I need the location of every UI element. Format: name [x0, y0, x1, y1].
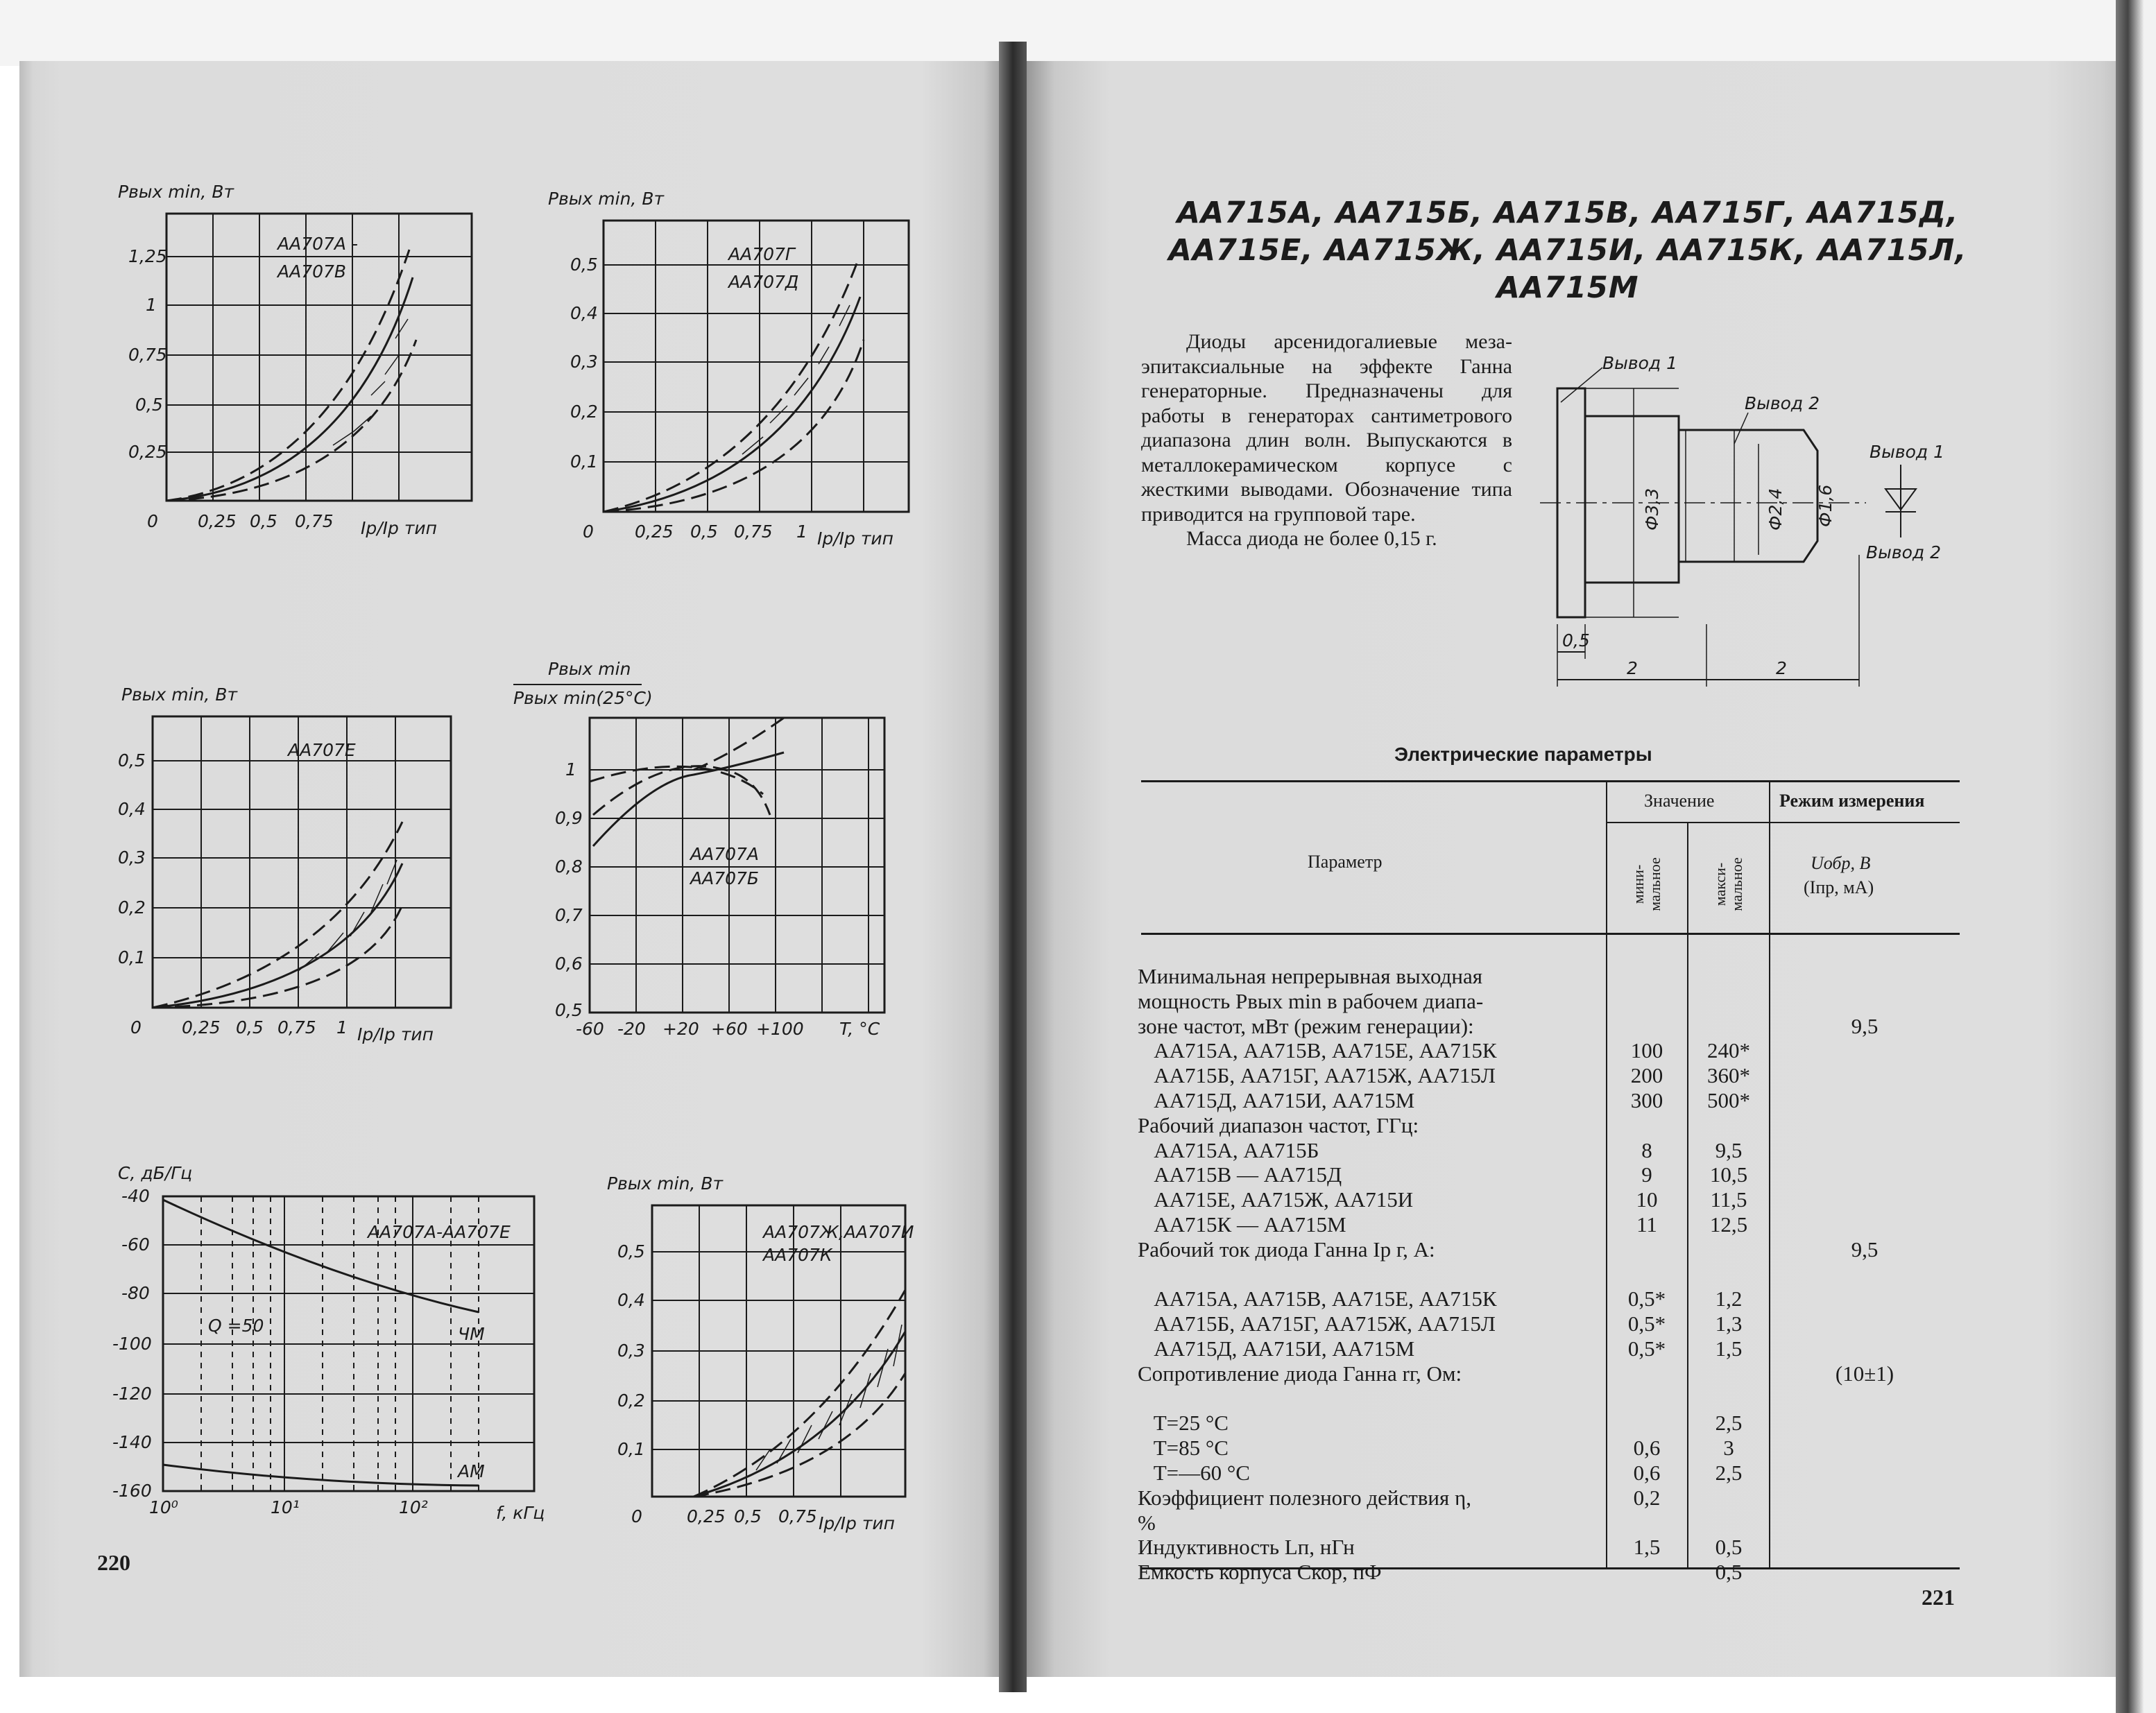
graph-aa707zh-aa707i-aa707k — [597, 1165, 930, 1553]
column-header-value: Значение — [1644, 791, 1715, 811]
table-heading: Электрические параметры — [1394, 743, 1652, 765]
curve-mid — [166, 277, 413, 501]
y-tick: -80 — [121, 1283, 150, 1303]
graph-grid — [166, 214, 472, 501]
table-cell-min: 11 — [1636, 1212, 1657, 1237]
graph-legend-line-1: АА707Ж,АА707И — [763, 1222, 914, 1242]
curve-upper — [604, 264, 857, 512]
lead2-leader — [1734, 413, 1748, 444]
graph-aa707a-aa707b-temperature — [506, 648, 923, 1051]
x-tick: 0 — [631, 1506, 642, 1526]
book-gutter — [999, 42, 1027, 1692]
table-row-parameter: АА715А, АА715Б — [1138, 1137, 1319, 1162]
x-tick: 0,75 — [295, 511, 334, 531]
graph-grid — [604, 221, 909, 512]
table-row-parameter: зоне частот, мВт (режим генерации): — [1138, 1013, 1474, 1038]
body-outline — [1585, 416, 1679, 583]
curve-am — [163, 1465, 479, 1486]
graph-grid — [590, 718, 884, 1013]
table-header-rule — [1141, 933, 1960, 935]
title-line-1: АА715А, АА715Б, АА715В, АА715Г, АА715Д, — [1177, 196, 1959, 230]
table-row-parameter: АА715В — АА715Д — [1138, 1162, 1342, 1187]
graph-legend-line-1: АА707Е — [288, 740, 356, 760]
table-row-parameter: АА715А, АА715В, АА715Е, АА715К — [1138, 1038, 1497, 1063]
y-tick: 0,5 — [617, 1241, 645, 1262]
y-tick: 0,3 — [570, 352, 598, 372]
symbol-lead-2-label: Вывод 2 — [1866, 542, 1942, 562]
table-cell-max: 10,5 — [1709, 1162, 1748, 1187]
y-tick: -140 — [112, 1432, 152, 1452]
graph-ylabel: Pвых min, Вт — [548, 189, 665, 209]
table-row-parameter: АА715Б, АА715Г, АА715Ж, АА715Л — [1138, 1063, 1496, 1088]
y-tick: 0,1 — [570, 451, 598, 472]
table-row-parameter: T=—60 °C — [1138, 1461, 1250, 1485]
table-row-parameter: мощность Pвых min в рабочем диапа- — [1138, 988, 1484, 1013]
curve-mid — [153, 863, 402, 1008]
x-axis-label: Iр/Iр тип — [361, 518, 438, 538]
graph-ylabel-denominator: Pвых min(25°С) — [513, 688, 653, 708]
x-axis-label: Iр/Iр тип — [357, 1024, 434, 1044]
graph-legend-line-1: АА707А-АА707Е — [368, 1222, 511, 1242]
table-cell-max: 500* — [1707, 1088, 1750, 1112]
curve-rising-dashed — [694, 718, 784, 770]
table-cell-mode: 9,5 — [1851, 1237, 1879, 1262]
left-dimension-label: 2 — [1627, 658, 1638, 678]
table-row-parameter: АА715Б, АА715Г, АА715Ж, АА715Л — [1138, 1311, 1496, 1336]
x-tick: +60 — [711, 1019, 748, 1039]
curve-hatch — [742, 305, 850, 454]
x-tick: -60 — [576, 1019, 604, 1039]
table-row-parameter: АА715К — АА715М — [1138, 1212, 1346, 1237]
title-line-3: АА715М — [1496, 270, 1639, 305]
table-cell-max: 1,3 — [1715, 1311, 1743, 1336]
graph-legend-line-2: АА707Б — [690, 868, 760, 888]
x-tick: 10² — [399, 1497, 428, 1517]
y-tick: 0,4 — [570, 303, 598, 323]
x-tick: +100 — [756, 1019, 804, 1039]
symbol-lead-1-label: Вывод 1 — [1870, 442, 1945, 462]
y-tick: -120 — [112, 1384, 152, 1404]
q-factor-label: Q =50 — [208, 1316, 264, 1336]
y-tick: 0,2 — [570, 402, 598, 422]
table-cell-max: 360* — [1707, 1063, 1750, 1088]
graph-aa707e — [111, 676, 486, 1051]
col-divider-2 — [1687, 822, 1688, 1567]
flange-dimension-label: 0,5 — [1562, 630, 1590, 651]
y-tick: 0,5 — [570, 255, 598, 275]
x-axis-label: Iр/Iр тип — [817, 528, 894, 549]
y-tick: 1 — [565, 759, 576, 780]
table-row-parameter: % — [1138, 1510, 1156, 1535]
x-tick: 0,25 — [182, 1017, 221, 1038]
x-tick: 0,25 — [198, 511, 237, 531]
table-row-parameter: Индуктивность Lп, нГн — [1138, 1535, 1355, 1560]
table-cell-min: 9 — [1641, 1162, 1652, 1187]
table-cell-max: 9,5 — [1715, 1137, 1743, 1162]
page-title — [1152, 194, 1984, 307]
x-tick: 0,75 — [778, 1506, 817, 1526]
table-cell-min: 0,2 — [1633, 1485, 1661, 1510]
table-cell-max: 3 — [1723, 1436, 1734, 1461]
y-tick: 0,1 — [118, 947, 146, 967]
table-cell-min: 100 — [1630, 1038, 1663, 1063]
curve-lower — [604, 340, 864, 512]
x-tick: 0,5 — [690, 522, 718, 542]
table-cell-max: 2,5 — [1715, 1461, 1743, 1485]
y-tick: 0,3 — [118, 847, 146, 868]
table-cell-max: 12,5 — [1709, 1212, 1748, 1237]
table-cell-min: 0,5* — [1627, 1311, 1666, 1336]
y-tick: 0,5 — [555, 1000, 583, 1020]
x-tick: 0,5 — [236, 1017, 264, 1038]
graph-ylabel: С, дБ/Гц — [118, 1163, 193, 1183]
page-number-left: 220 — [97, 1550, 130, 1575]
curve-label-fm: ЧМ — [458, 1324, 485, 1344]
page-number-right: 221 — [1922, 1585, 1955, 1610]
x-tick: +20 — [662, 1019, 699, 1039]
y-tick: 0,2 — [118, 897, 146, 918]
table-row-parameter: Рабочий диапазон частот, ГГц: — [1138, 1112, 1419, 1137]
curve-lower — [166, 340, 416, 501]
table-cell-min: 300 — [1630, 1088, 1663, 1112]
table-row-parameter: Коэффициент полезного действия η, — [1138, 1485, 1471, 1510]
table-cell-min: 0,6 — [1633, 1436, 1661, 1461]
y-tick: 1,25 — [128, 246, 167, 266]
x-tick: 0 — [583, 522, 594, 542]
table-row-parameter: АА715Е, АА715Ж, АА715И — [1138, 1187, 1414, 1212]
graph-legend-line-2: АА707В — [277, 261, 347, 282]
graph-legend-line-2: АА707К — [763, 1245, 832, 1265]
table-cell-min: 0,5* — [1627, 1286, 1666, 1311]
y-tick: -60 — [121, 1234, 150, 1255]
table-cell-min: 8 — [1641, 1137, 1652, 1162]
subheader-rule-mode — [1769, 822, 1960, 823]
x-tick: 0,25 — [635, 522, 674, 542]
x-tick: 1 — [796, 522, 807, 542]
table-cell-max: 240* — [1707, 1038, 1750, 1063]
lead-1-label: Вывод 1 — [1602, 353, 1678, 373]
table-row-parameter: Емкость корпуса Cкор, пФ — [1138, 1560, 1382, 1585]
curve-fm — [163, 1200, 479, 1312]
y-tick: 0,7 — [555, 905, 583, 925]
table-row-parameter: Минимальная непрерывная выходная — [1138, 964, 1483, 988]
column-header-min: мини- мальное — [1629, 857, 1663, 911]
graph-legend-line-2: АА707Д — [728, 272, 799, 292]
description-paragraph: Диоды арсенидогалиевые меза-эпитаксиальные на эффекте Ганна генераторные. Предназначены для работы в генераторах сантиметрового диапазона длин волн. Выпускаются в металлокерамическом корпусе с жесткими выводами. Обозначение типа приводится на групповой таре. — [1141, 330, 1512, 526]
x-tick: 0,5 — [250, 511, 277, 531]
curve-upper — [166, 250, 409, 501]
title-line-2: АА715Е, АА715Ж, АА715И, АА715К, АА715Л, — [1168, 233, 1967, 268]
column-header-mode-sub2: (Iпр, мА) — [1804, 877, 1874, 897]
x-tick: 10⁰ — [149, 1497, 178, 1517]
x-tick: 0,25 — [687, 1506, 726, 1526]
table-row-parameter: T=25 °C — [1138, 1411, 1229, 1436]
curve-mid — [604, 297, 860, 512]
col-divider-1 — [1606, 780, 1607, 1567]
curve-lower — [694, 1373, 905, 1497]
table-cell-max: 1,2 — [1715, 1286, 1743, 1311]
table-row-parameter: АА715Д, АА715И, АА715М — [1138, 1336, 1415, 1361]
curve-upper — [694, 1290, 905, 1497]
table-cell-min: 200 — [1630, 1063, 1663, 1088]
graph-ylabel: Pвых min, Вт — [121, 685, 238, 705]
y-tick: 0,4 — [617, 1290, 645, 1310]
x-tick: 0 — [147, 511, 158, 531]
y-tick: 1 — [146, 295, 157, 315]
column-header-mode-sub1: Uобр, В — [1811, 853, 1871, 873]
graph-frame — [590, 718, 884, 1013]
graph-aa707a-aa707v — [104, 173, 493, 548]
table-row-parameter: Сопротивление диода Ганна rг, Ом: — [1138, 1361, 1462, 1386]
graph-legend-line-1: АА707А - — [277, 234, 358, 254]
book-edge — [2116, 0, 2156, 1713]
x-axis-label: f, кГц — [496, 1503, 545, 1523]
y-tick: -160 — [112, 1481, 152, 1501]
table-cell-min: 1,5 — [1633, 1535, 1661, 1560]
x-tick: 0,75 — [277, 1017, 316, 1038]
lead-2-label: Вывод 2 — [1745, 393, 1820, 413]
x-tick: 10¹ — [271, 1497, 300, 1517]
table-row-parameter: T=85 °C — [1138, 1436, 1229, 1461]
table-cell-max: 0,5 — [1715, 1535, 1743, 1560]
graph-aa707g-aa707d — [548, 180, 923, 555]
y-tick: 0,3 — [617, 1341, 645, 1361]
column-header-max: макси- мальное — [1711, 857, 1745, 911]
package-drawing — [1512, 347, 1956, 707]
graph-ylabel: Pвых min, Вт — [607, 1173, 724, 1194]
lead1-leader — [1561, 368, 1602, 402]
mass-paragraph: Масса диода не более 0,15 г. — [1186, 527, 1437, 550]
y-tick: 0,9 — [555, 808, 583, 828]
graph-legend-line-1: АА707Г — [728, 244, 795, 264]
diameter-mid-label: Ф2,4 — [1765, 488, 1786, 531]
y-tick: 0,1 — [617, 1439, 645, 1459]
y-tick: 0,5 — [135, 395, 163, 415]
curve-label-am: АМ — [458, 1461, 485, 1481]
lead-outline — [1679, 430, 1817, 562]
diameter-outer-label: Ф3,3 — [1642, 488, 1662, 531]
subheader-rule-value — [1606, 822, 1769, 823]
description — [1141, 329, 1512, 551]
y-tick: 0,8 — [555, 856, 583, 877]
table-cell-max: 11,5 — [1710, 1187, 1747, 1212]
column-header-mode: Режим измерения — [1779, 791, 1925, 811]
graph-noise-spectrum — [104, 1158, 555, 1533]
table-top-rule — [1141, 780, 1960, 782]
y-tick: 0,25 — [128, 442, 167, 462]
diameter-inner-label: Ф1,6 — [1815, 484, 1836, 527]
table-cell-min: 0,6 — [1633, 1461, 1661, 1485]
table-cell-max: 2,5 — [1715, 1411, 1743, 1436]
table-cell-min: 0,5* — [1627, 1336, 1666, 1361]
y-tick: 0,75 — [128, 345, 167, 365]
x-tick: 0,5 — [734, 1506, 762, 1526]
y-tick: 0,2 — [617, 1391, 645, 1411]
x-tick: 1 — [336, 1017, 348, 1038]
table-cell-mode: 9,5 — [1851, 1013, 1879, 1038]
table-cell-max: 1,5 — [1715, 1336, 1743, 1361]
y-tick: -40 — [121, 1186, 150, 1206]
x-tick: 0,75 — [734, 522, 773, 542]
x-axis-label: T, °C — [839, 1019, 880, 1039]
graph-ylabel-numerator: Pвых min — [548, 659, 631, 679]
y-tick: 0,4 — [118, 799, 146, 819]
x-axis-label: Iр/Iр тип — [819, 1513, 896, 1533]
right-dimension-label: 2 — [1776, 658, 1787, 678]
graph-ylabel: Pвых min, Вт — [118, 182, 234, 202]
graph-grid — [153, 716, 451, 1008]
x-tick: 0 — [130, 1017, 142, 1038]
y-tick: 0,6 — [555, 954, 583, 974]
col-divider-3 — [1769, 780, 1770, 1567]
x-tick: -20 — [617, 1019, 646, 1039]
top-shadow — [0, 0, 2156, 66]
table-row-parameter: Рабочий ток диода Ганна Iр г, А: — [1138, 1237, 1435, 1262]
table-cell-min: 10 — [1636, 1187, 1658, 1212]
graph-legend-line-1: АА707А — [690, 844, 760, 864]
column-header-parameter: Параметр — [1308, 852, 1383, 872]
table-cell-max: 0,5 — [1715, 1560, 1743, 1585]
table-row-parameter: АА715А, АА715В, АА715Е, АА715К — [1138, 1286, 1497, 1311]
table-cell-mode: (10±1) — [1835, 1361, 1894, 1386]
y-tick: -100 — [112, 1334, 152, 1354]
table-row-parameter: АА715Д, АА715И, АА715М — [1138, 1088, 1415, 1112]
y-tick: 0,5 — [118, 750, 146, 771]
